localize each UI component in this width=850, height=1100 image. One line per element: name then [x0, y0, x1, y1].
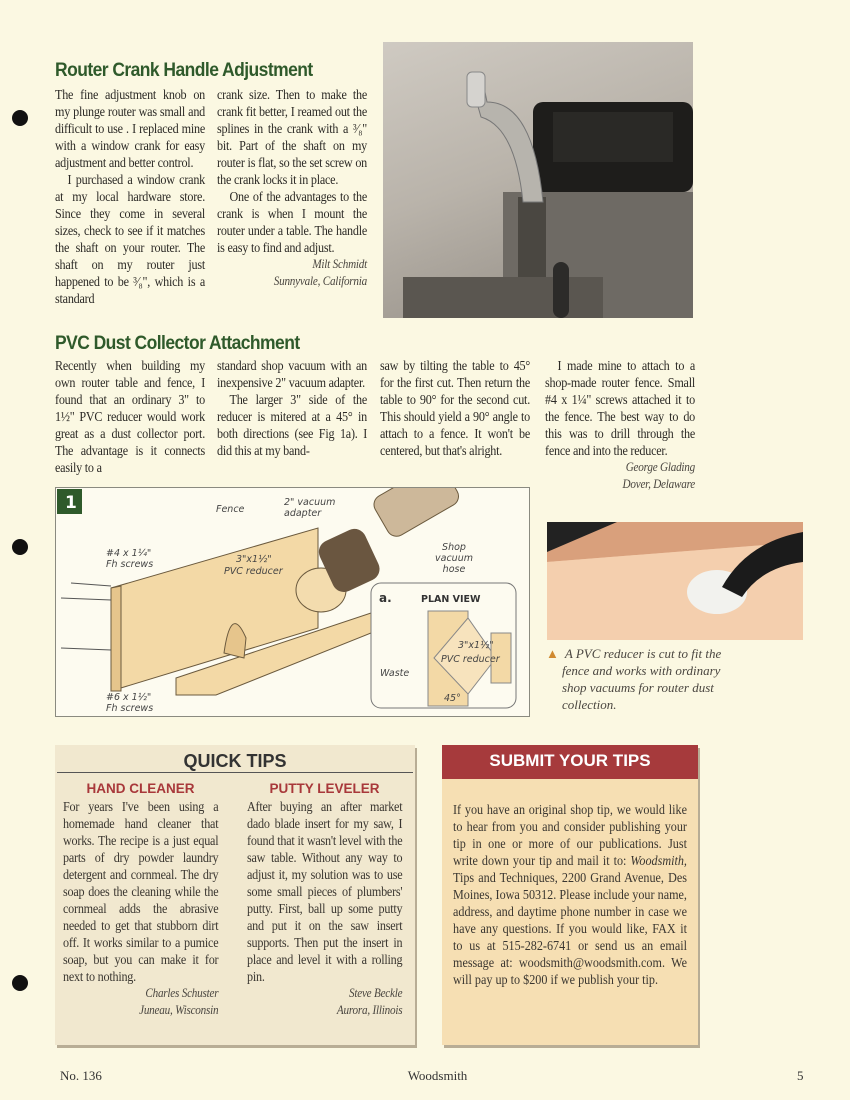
binder-hole: [12, 539, 28, 555]
plan-label-reducer-2: PVC reducer: [441, 654, 500, 665]
router-crank-photo: [383, 42, 693, 318]
tip-text: After buying an after market dado blade insert for my saw, I found that it wasn't level with the saw table. Without any way to adjust it, my solution was to use some small pieces of plumbers' putty. First, ball up some putty and put it on the saw insert supports. Then put the insert in place and level it with a rolling pin.: [247, 799, 403, 984]
text: Tips and Techniques, 2200 Grand Avenue, Des Moines, Iowa 50312. Please include your name, address, and daytime phone number in case we have any questions. If you would like, FAX it to us at 515-282-6741 or send us an email message at: woodsmith@woodsmith.com. We will pay up to $200 if we publish your tip.: [453, 870, 687, 987]
binder-hole: [12, 110, 28, 126]
label-fence: Fence: [216, 504, 245, 515]
paragraph: saw by tilting the table to 45° for the first cut. Then return the table to 90° for the second cut. This should yield a 90° angle to attach to a fence. It won't be centered, but that's alright.: [380, 358, 531, 458]
label-hose-2: vacuum: [435, 553, 473, 564]
caption-text: A PVC reducer is cut to fit the fence and works with ordinary shop vacuums for router dust collection.: [562, 646, 722, 712]
paragraph: Recently when building my own router table and fence, I found that an ordinary 3" to 1½" PVC reducer would work great as a dust collector port. The advantage is it connects easily to a: [55, 358, 206, 475]
label-reducer-2: PVC reducer: [224, 566, 283, 577]
quick-tips-title: QUICK TIPS: [183, 751, 287, 771]
tip-putty-leveler: [247, 798, 402, 1019]
article-title-pvc-dust: PVC Dust Collector Attachment: [55, 333, 300, 354]
tip-author: Charles Schuster: [145, 986, 219, 1000]
divider: [57, 772, 413, 773]
article1-column-2: [217, 86, 367, 290]
plan-view-label: PLAN VIEW: [421, 594, 481, 605]
label-screws-4-2: Fh screws: [106, 559, 154, 570]
author-name: Milt Schmidt: [312, 257, 368, 271]
pvc-reducer-photo: [547, 522, 803, 640]
magazine-name: Woodsmith,: [630, 853, 687, 868]
plan-label-reducer: 3"x1½": [458, 640, 494, 651]
tip-heading: HAND CLEANER: [86, 781, 195, 796]
tip-location: Aurora, Illinois: [336, 1003, 403, 1017]
magazine-name-footer: Woodsmith: [407, 1068, 468, 1083]
figure-1-diagram: [55, 487, 530, 717]
label-hose: Shop: [442, 542, 466, 553]
paragraph: I made mine to attach to a shop-made router fence. Small #4 x 1¼" screws attached it to the fence. The best way to do this was to drill through the fence and into the reducer.: [545, 358, 696, 458]
author-location: Dover, Delaware: [622, 477, 696, 491]
paragraph: One of the advantages to the crank is when I mount the router under a table. The handle is easy to find and adjust.: [217, 189, 368, 255]
label-hose-3: hose: [442, 564, 466, 575]
tip-text: For years I've been using a homemade hand cleaner that works. The recipe is a just equal parts of dry powder laundry detergent and cornmeal. The dry soap does the cleaning while the cornmeal adds the abrasive needed to get that stubborn dirt off. It works similar to a pumice soap, but you can make it for next to nothing.: [63, 799, 219, 984]
label-screws-6-2: Fh screws: [106, 703, 154, 714]
page-number: 5: [797, 1068, 804, 1083]
submit-tips-box: [442, 745, 698, 1045]
caption-triangle-icon: ▲: [546, 646, 559, 661]
paragraph: The larger 3" side of the reducer is mitered at a 45° in both directions (see Fig 1a). I did this at my band-: [217, 392, 368, 458]
paragraph: standard shop vacuum with an inexpensive 2" vacuum adapter.: [217, 358, 368, 390]
article2-column-3: [380, 357, 530, 459]
paragraph: I purchased a window crank at my local hardware store. Since they come in several sizes, check to see if it matches the shaft on your router. The shaft on my router just happened to be ³⁄₈", which is a standard: [55, 172, 206, 306]
issue-number: No. 136: [60, 1068, 102, 1083]
label-adapter-2: adapter: [284, 508, 322, 519]
photo-caption: [546, 645, 722, 713]
tip-heading: PUTTY LEVELER: [269, 781, 380, 796]
label-reducer: 3"x1½": [236, 554, 272, 565]
binder-hole: [12, 975, 28, 991]
router-illustration: [383, 42, 693, 318]
label-angle: 45°: [444, 693, 461, 704]
text: If you have an original shop tip, we would like to hear from you and consider publishing your tip in one or more of our publications. Just write down your tip and mail it to:: [453, 802, 687, 868]
label-screws-4: #4 x 1¼": [106, 548, 152, 559]
author-location: Sunnyvale, California: [273, 274, 368, 288]
article2-column-1: [55, 357, 205, 476]
paragraph: crank size. Then to make the crank fit better, I reamed out the splines in the crank with a ³⁄₈" bit. Part of the shaft on my router is flat, so the set screw on the crank locks it in place.: [217, 87, 368, 187]
paragraph: The fine adjustment knob on my plunge router was small and difficult to use . I replaced mine with a window crank for easy adjustment and better control.: [55, 87, 206, 170]
detail-letter: a.: [379, 591, 392, 605]
submit-tips-title: SUBMIT YOUR TIPS: [442, 745, 698, 779]
submit-tips-text: [453, 801, 687, 988]
article2-column-2: [217, 357, 367, 459]
author-name: George Glading: [625, 460, 696, 474]
quick-tips-box: [55, 745, 415, 1045]
tip-author: Steve Beckle: [348, 986, 403, 1000]
label-screws-6: #6 x 1½": [106, 692, 152, 703]
article-title-router-crank: Router Crank Handle Adjustment: [55, 60, 313, 81]
tip-location: Juneau, Wisconsin: [139, 1003, 219, 1017]
article1-column-1: [55, 86, 205, 307]
tip-hand-cleaner: [63, 798, 218, 1019]
article2-column-4: [545, 357, 695, 493]
label-waste: Waste: [380, 668, 410, 679]
vacuum-hose: [370, 488, 462, 540]
figure-number: 1: [65, 493, 77, 513]
label-adapter: 2" vacuum: [284, 497, 336, 508]
